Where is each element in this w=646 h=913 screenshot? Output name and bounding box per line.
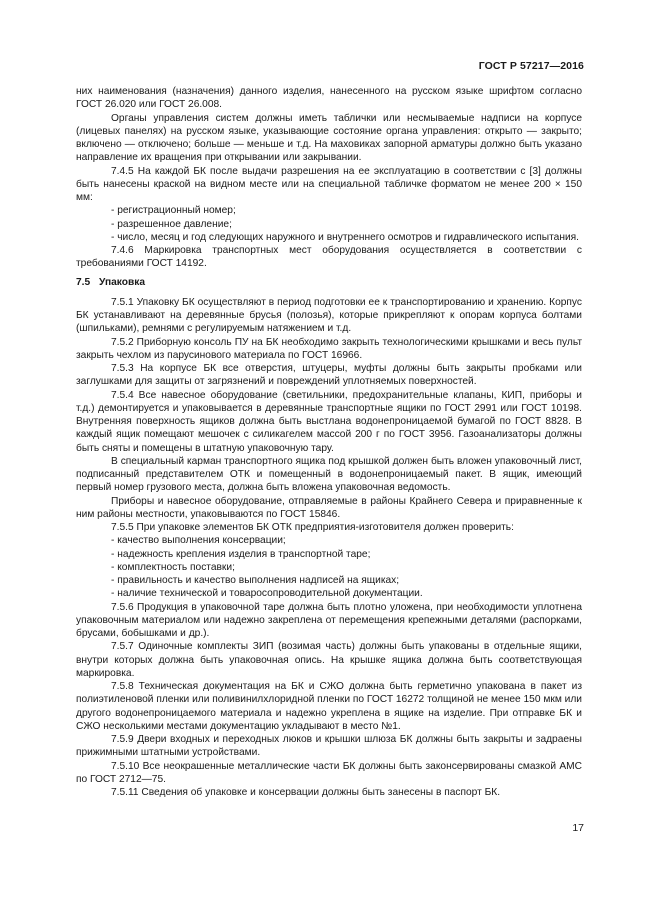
paragraph: 7.5.1 Упаковку БК осуществляют в период подготовки ее к транспортированию и хранению. Корпус БК устанавливают на деревянные брусья (полозья), которые прикрепляют к опорам корпуса болтами (шпильками), ремнями с регулируемым натяжением и т.д. [76, 296, 582, 335]
paragraph: них наименования (назначения) данного изделия, нанесенного на русском языке шрифтом согласно ГОСТ 26.020 или ГОСТ 26.008. [76, 86, 582, 111]
paragraph: 7.5.11 Сведения об упаковке и консервации должны быть занесены в паспорт БК. [111, 787, 501, 798]
page-number: 17 [572, 822, 584, 834]
paragraph: - разрешенное давление; [111, 218, 232, 230]
paragraphs-after-section [76, 296, 582, 800]
paragraph: - наличие технической и товаросопроводительной документации. [111, 588, 423, 600]
paragraphs-before-section [76, 85, 582, 271]
paragraph: - правильность и качество выполнения надписей на ящиках; [111, 575, 400, 586]
paragraph: 7.5.7 Одиночные комплекты ЗИП (возимая часть) должны быть упакованы в отдельные ящики, внутри которых должна быть упаковочная опись. На крышке ящика должна быть соответствующая маркировка. [76, 641, 582, 679]
paragraph: В специальный карман транспортного ящика под крышкой должен быть вложен упаковочный лист, подписанный представителем ОТК и помещенный в водонепроницаемый пакет. В ящик, имеющий первый номер грузового места, должна быть вложена упаковочная ведомость. [76, 455, 582, 494]
paragraph: 7.5.5 При упаковке элементов БК ОТК предприятия-изготовителя должен проверить: [111, 522, 514, 533]
section-heading [76, 276, 582, 289]
paragraph: 7.5.10 Все неокрашенные металлические части БК должны быть законсервированы смазкой АМС по ГОСТ 2712—75. [76, 760, 582, 785]
paragraph: - регистрационный номер; [111, 205, 236, 217]
paragraph: 7.5.9 Двери входных и переходных люков и крышки шлюза БК должны быть закрыты и задраены прижимными штатными устройствами. [76, 734, 582, 759]
paragraph: - качество выполнения консервации; [111, 535, 286, 547]
paragraph: 7.5.3 На корпусе БК все отверстия, штуцеры, муфты должны быть закрыты пробками или заглушками для защиты от загрязнений и повреждений уплотняемых поверхностей. [76, 363, 582, 388]
paragraph: 7.5.6 Продукция в упаковочной таре должна быть плотно уложена, при необходимости уплотнена упаковочным материалом или надежно закреплена от перемещения крепежными деталями (распорками, брусами, бобышками и др.). [76, 601, 582, 639]
section-title: Упаковка [99, 276, 145, 288]
paragraph: 7.4.6 Маркировка транспортных мест оборудования осуществляется в соответствии с требованиями ГОСТ 14192. [76, 245, 582, 270]
paragraph: 7.5.4 Все навесное оборудование (светильники, предохранительные клапаны, КИП, приборы и т.д.) демонтируется и упаковывается в деревянные транспортные ящики по ГОСТ 2991 или ГОСТ 10198. Внутренняя поверхность ящиков должна быть выстлана водонепроницаемой бумагой по ГОСТ 8828. В каждый ящик помещают мешочек с силикагелем массой 200 г по ГОСТ 3956. Газоанализаторы должны быть сняты и помещены в штатную упаковочную тару. [76, 389, 582, 454]
paragraph: Приборы и навесное оборудование, отправляемые в районы Крайнего Севера и приравненные к ним районы местности, упаковываются по ГОСТ 15846. [76, 495, 582, 520]
paragraph: 7.5.8 Техническая документация на БК и СЖО должна быть герметично упакована в пакет из полиэтиленовой пленки или поливинилхлоридной пленки по ГОСТ 16272 толщиной не менее 150 мкм или другого водонепроницаемого материала и надежно укреплена в ящике на изделие. При отправке БК и СЖО несколькими местами документацию укладывают в место №1. [76, 681, 582, 732]
document-body [76, 85, 582, 799]
paragraph: 7.4.5 На каждой БК после выдачи разрешения на ее эксплуатацию в соответствии с [3] должны быть нанесены краской на видном месте или на специальной табличке форматом не менее 200 × 150 мм: [76, 165, 582, 203]
paragraph: Органы управления систем должны иметь таблички или несмываемые надписи на корпусе (лицевых панелях) на русском языке, указывающие состояние органа управления: открыто — закрыто; включено — отключено; больше — меньше и т.д. На маховиках запорной арматуры должно быть указано направление их вращения при открывании или закрывании. [76, 112, 582, 164]
document-code-header: ГОСТ Р 57217—2016 [478, 60, 584, 72]
section-number: 7.5 [76, 276, 91, 288]
paragraph: 7.5.2 Приборную консоль ПУ на БК необходимо закрыть технологическими крышками и весь пульт закрыть чехлом из парусинового материала по ГОСТ 16966. [76, 336, 582, 361]
paragraph: - надежность крепления изделия в транспортной таре; [111, 548, 371, 560]
paragraph: - комплектность поставки; [111, 561, 235, 573]
paragraph: - число, месяц и год следующих наружного и внутреннего осмотров и гидравлического испытания. [111, 231, 579, 243]
